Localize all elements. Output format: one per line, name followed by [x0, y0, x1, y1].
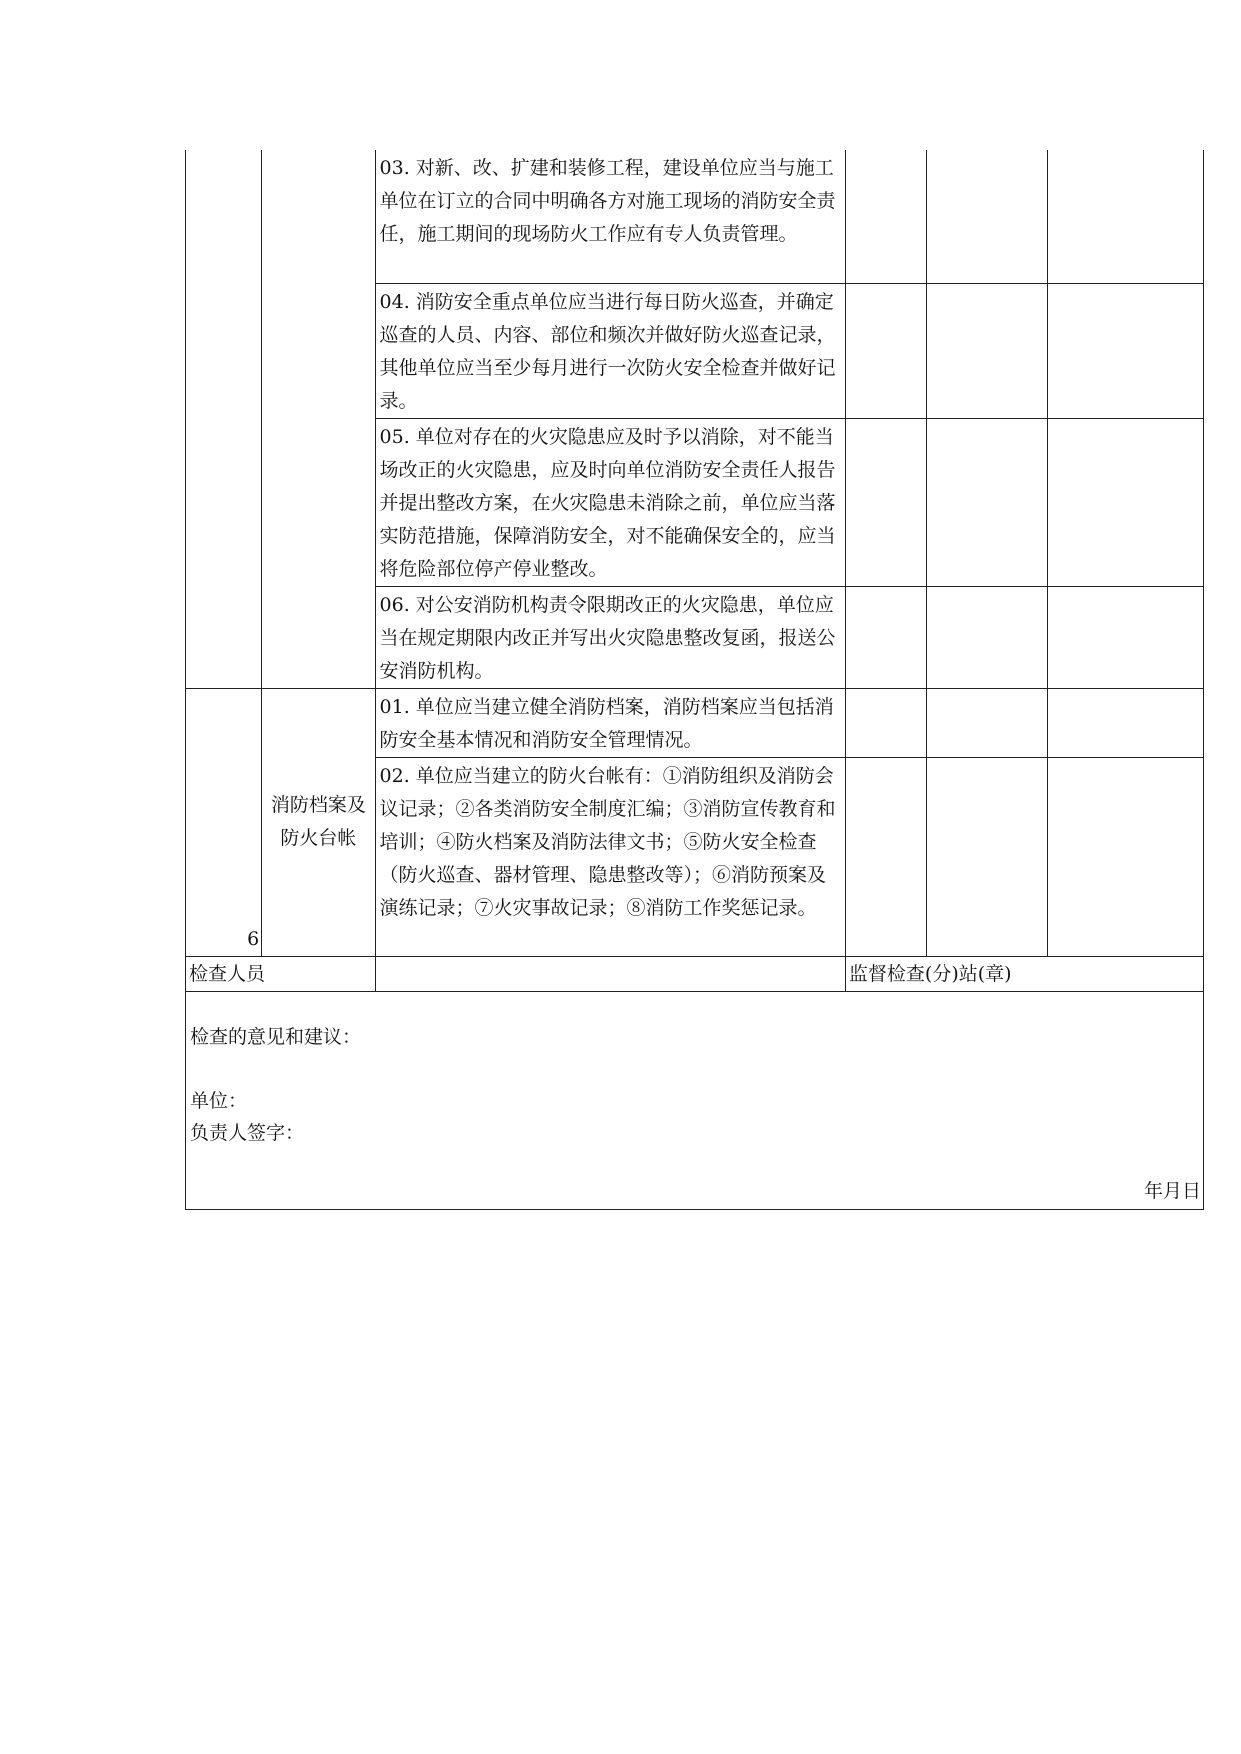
unit-label: 单位：	[190, 1090, 248, 1112]
check-cell[interactable]	[845, 150, 926, 283]
station-stamp-label: 监督检查(分)站(章)	[845, 956, 1203, 991]
check-cell[interactable]	[1047, 150, 1204, 283]
check-cell[interactable]	[1047, 418, 1204, 586]
check-cell[interactable]	[845, 586, 926, 688]
requirement-cell: 04. 消防安全重点单位应当进行每日防火巡查，并确定巡查的人员、内容、部位和频次并做好防火巡查记录，其他单位应当至少每月进行一次防火安全检查并做好记录。	[375, 283, 845, 418]
item-number: 6	[186, 688, 262, 956]
check-cell[interactable]	[927, 418, 1047, 586]
requirement-cell: 05. 单位对存在的火灾隐患应及时予以消除，对不能当场改正的火灾隐患，应及时向单位消防安全责任人报告并提出整改方案，在火灾隐患未消除之前，单位应当落实防范措施，保障消防安全，对不能确保安全的，应当将危险部位停产停业整改。	[375, 418, 845, 586]
opinion-box	[185, 984, 1204, 1210]
check-cell[interactable]	[845, 283, 926, 418]
opinion-label: 检查的意见和建议：	[190, 1026, 362, 1048]
check-cell[interactable]	[927, 757, 1047, 956]
requirement-cell: 06. 对公安消防机构责令限期改正的火灾隐患，单位应当在规定期限内改正并写出火灾隐患整改复函，报送公安消防机构。	[375, 586, 845, 688]
item-name: 消防档案及防火台帐	[262, 688, 375, 956]
item-number-cell	[186, 150, 262, 688]
check-cell[interactable]	[1047, 757, 1204, 956]
check-cell[interactable]	[927, 688, 1047, 757]
check-cell[interactable]	[845, 757, 926, 956]
requirement-cell: 01. 单位应当建立健全消防档案，消防档案应当包括消防安全基本情况和消防安全管理情况。	[375, 688, 845, 757]
check-cell[interactable]	[845, 688, 926, 757]
table-row	[186, 150, 1204, 283]
check-cell[interactable]	[927, 283, 1047, 418]
signer-label: 负责人签字：	[190, 1122, 305, 1144]
date-label: 年月日	[1143, 1180, 1201, 1202]
table-row	[186, 688, 1204, 757]
check-cell[interactable]	[1047, 586, 1204, 688]
check-cell[interactable]	[1047, 688, 1204, 757]
inspector-label: 检查人员	[186, 956, 376, 991]
inspection-table	[185, 150, 1204, 992]
check-cell[interactable]	[927, 150, 1047, 283]
check-cell[interactable]	[927, 586, 1047, 688]
requirement-cell: 02. 单位应当建立的防火台帐有：①消防组织及消防会议记录；②各类消防安全制度汇编；③消防宣传教育和培训；④防火档案及消防法律文书；⑤防火安全检查（防火巡查、器材管理、隐患整改等）；⑥消防预案及演练记录；⑦火灾事故记录；⑧消防工作奖惩记录。	[375, 757, 845, 956]
item-name-cell	[262, 150, 375, 688]
requirement-cell: 03. 对新、改、扩建和装修工程，建设单位应当与施工单位在订立的合同中明确各方对施工现场的消防安全责任，施工期间的现场防火工作应有专人负责管理。	[375, 150, 845, 283]
check-cell[interactable]	[1047, 283, 1204, 418]
check-cell[interactable]	[845, 418, 926, 586]
